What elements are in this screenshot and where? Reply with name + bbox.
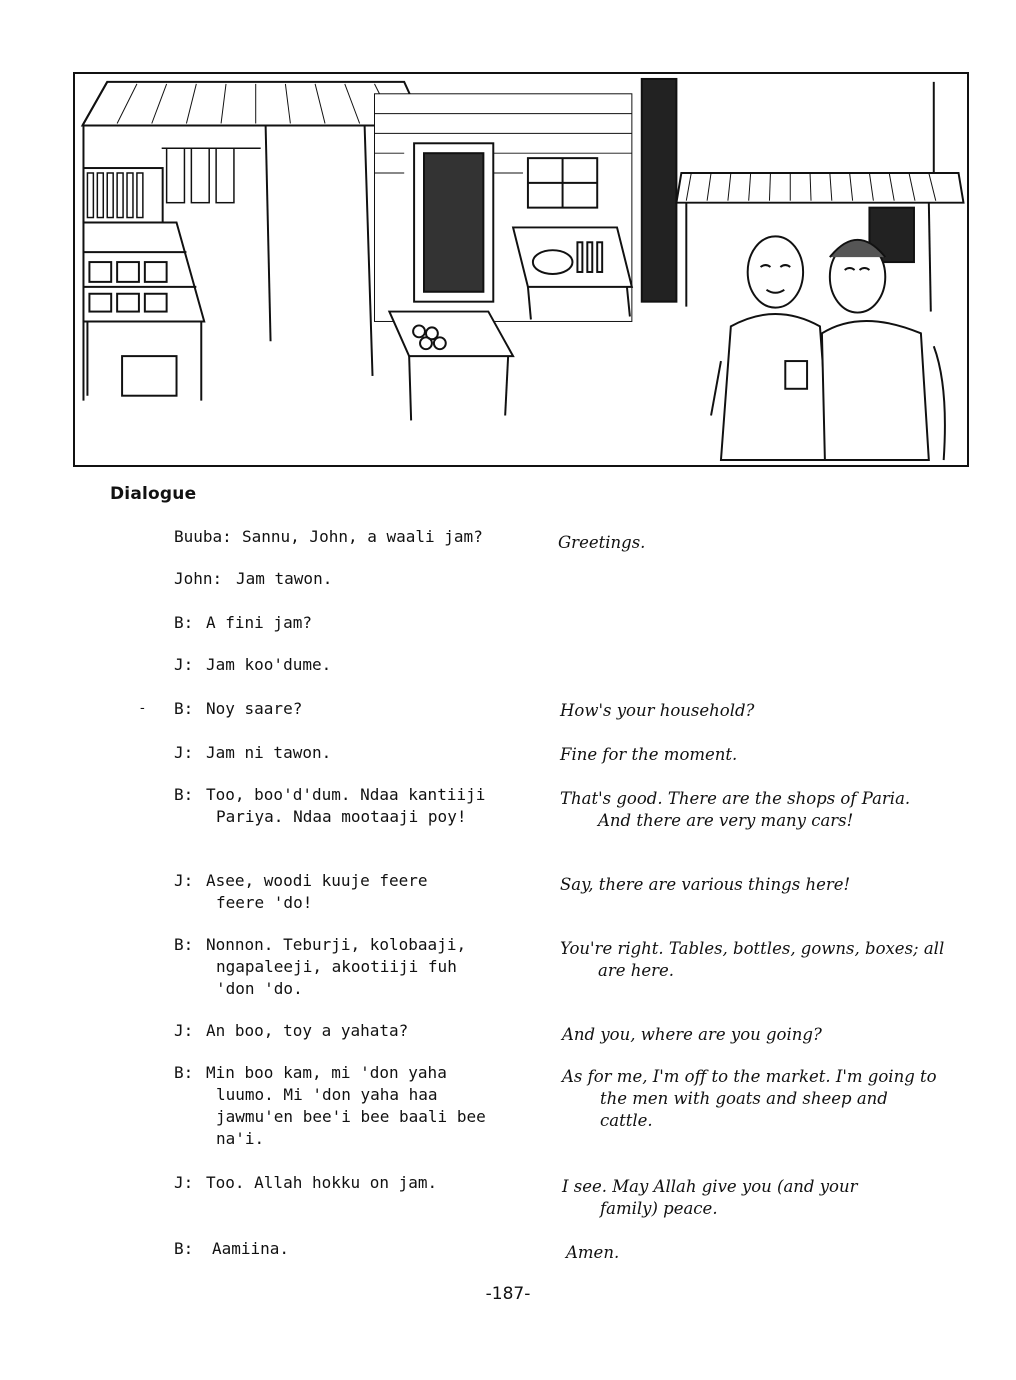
english-text: You're right. Tables, bottles, gowns, boxes; all are here.: [560, 939, 945, 980]
english-text: Greetings.: [558, 533, 646, 552]
speaker-label: B:: [174, 613, 194, 632]
english-text: And you, where are you going?: [562, 1025, 822, 1044]
speaker-label: John:: [174, 569, 223, 588]
english-text: As for me, I'm off to the market. I'm going to the men with goats and sheep and cattle.: [562, 1067, 937, 1130]
english-text: How's your household?: [560, 701, 755, 720]
section-heading: Dialogue: [110, 484, 197, 504]
page-number: -187-: [485, 1284, 531, 1304]
figure-john: [711, 236, 830, 460]
fula-text: Too, boo'd'dum. Ndaa kantiiji Pariya. Ndaa mootaaji poy!: [206, 785, 486, 826]
fula-text: Asee, woodi kuuje feere feere 'do!: [206, 871, 428, 912]
speaker-label: J:: [174, 1021, 194, 1040]
english-text: I see. May Allah give you (and your family) peace.: [562, 1177, 858, 1218]
fula-text: Sannu, John, a waali jam?: [242, 527, 483, 546]
fula-text: Min boo kam, mi 'don yaha luumo. Mi 'don yaha haa jawmu'en bee'i bee baali bee na'i.: [206, 1063, 486, 1148]
fula-text: Jam ni tawon.: [206, 743, 332, 762]
left-stall-roof: [82, 82, 424, 126]
market-scene-illustration: [73, 72, 969, 467]
fula-text: An boo, toy a yahata?: [206, 1021, 409, 1040]
speaker-label: J:: [174, 1173, 194, 1192]
speaker-label: J:: [174, 655, 194, 674]
english-text: Say, there are various things here!: [560, 875, 851, 894]
fula-text: Too. Allah hokku on jam.: [206, 1173, 438, 1192]
figure-buuba: [822, 240, 945, 460]
fula-text: Jam tawon.: [236, 569, 333, 588]
english-text: Fine for the moment.: [560, 745, 738, 764]
speaker-label: J:: [174, 743, 194, 762]
speaker-label: B:: [174, 935, 194, 954]
speaker-label: B:: [174, 785, 194, 804]
english-text: Amen.: [566, 1243, 620, 1262]
margin-mark: -: [140, 700, 145, 716]
speaker-label: Buuba:: [174, 527, 232, 546]
fula-text: Noy saare?: [206, 699, 303, 718]
speaker-label: B:: [174, 1239, 194, 1258]
fula-text: Aamiina.: [212, 1239, 290, 1258]
english-text: That's good. There are the shops of Paria. And there are very many cars!: [560, 789, 911, 830]
speaker-label: J:: [174, 871, 194, 890]
speaker-label: B:: [174, 699, 194, 718]
speaker-label: B:: [174, 1063, 194, 1082]
fula-text: Nonnon. Teburji, kolobaaji, ngapaleeji, akootiiji fuh 'don 'do.: [206, 935, 467, 998]
fula-text: Jam koo'dume.: [206, 655, 332, 674]
fula-text: A fini jam?: [206, 613, 312, 632]
